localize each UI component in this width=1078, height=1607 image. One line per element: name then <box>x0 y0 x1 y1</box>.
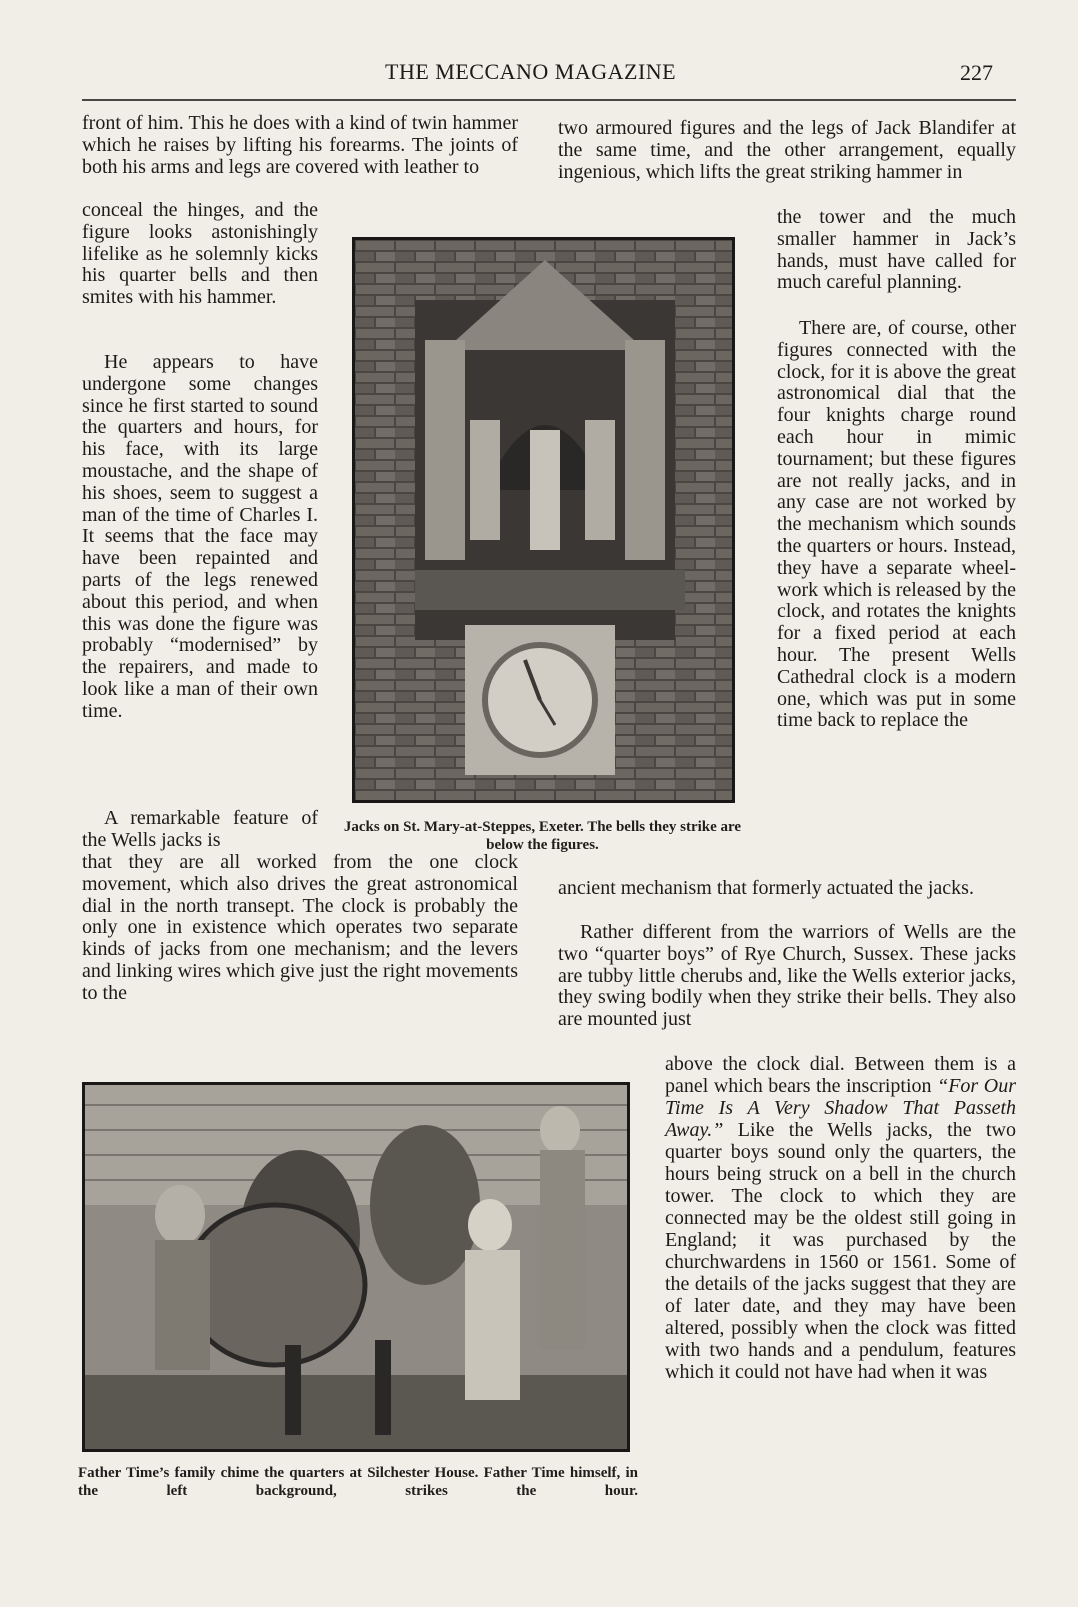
col1-para-3 <box>82 352 318 723</box>
body-text <box>665 1053 1016 1383</box>
photo-silchester-house-jacks <box>82 1082 630 1452</box>
col1-para-1 <box>82 112 518 178</box>
body-text: A remarkable feature of the Wells jacks is <box>82 807 318 851</box>
body-text: conceal the hinges, and the figure looks astonishingly lifelike as he solemnly kicks his quarter bells and then smites with his hammer. <box>82 199 318 309</box>
col2-para-6 <box>665 1053 1016 1383</box>
body-text: There are, of course, other figures connected with the clock, for it is above the great astronomical dial that the four knights charge round each hour in mimic tournament; but these figures are not really jacks, and in any case are not worked by the mechanism which sounds the quarters or hours. Instead, they have a separate wheel-work which is released by the clock, and rotates the knights for a fixed period at each hour. The present Wells Cathedral clock is a modern one, which was put in some time back to replace the <box>777 317 1016 732</box>
col2-para-2 <box>777 207 1016 294</box>
body-text: that they are all worked from the one clock movement, which also drives the great astronomical dial in the north transept. The clock is probably the only one in existence which operates two separate kinds of jacks from one mechanism; and the levers and linking wires which give just the right movements to the <box>82 851 518 1004</box>
clock-tower-illustration <box>355 240 732 800</box>
running-header-title: THE MECCANO MAGAZINE <box>385 59 677 84</box>
col1-para-2 <box>82 200 318 309</box>
col2-para-3 <box>777 318 1016 732</box>
body-text-span: Like the Wells jacks, the two quarter boys sound only the quarters, the hours being struck on a bell in the church tower. The clock to which they are connected may be the oldest still going in England; it was purchased by the churchwardens in 1560 or 1561. Some of the details of the jacks suggest that they are of later date, and they may have been altered, possibly when the clock was fitted with two hands and a pendulum, features which it could not have had when it was <box>665 1119 1016 1383</box>
body-text: ancient mechanism that formerly actuated the jacks. <box>558 877 974 899</box>
body-text: front of him. This he does with a kind of twin hammer which he raises by lifting his forearms. The joints of both his arms and legs are covered with leather to <box>82 112 518 178</box>
photo-st-mary-at-steppes <box>352 237 735 803</box>
col2-para-4 <box>558 878 1016 900</box>
header-rule <box>82 99 1016 101</box>
father-time-family-illustration <box>85 1085 627 1449</box>
inscription-quote: “For Our Time Is A Very Shadow That Passeth Away.” <box>665 1075 1016 1141</box>
body-text: two armoured figures and the legs of Jack Blandifer at the same time, and the other arrangement, equally ingenious, which lifts the great striking hammer in <box>558 117 1016 183</box>
body-text-span: above the clock dial. Between them is a panel which bears the inscription <box>665 1053 1016 1097</box>
col1-para-5 <box>82 852 518 1005</box>
col1-para-4 <box>82 808 318 852</box>
body-text: the tower and the much smaller hammer in Jack’s hands, must have called for much careful planning. <box>777 206 1016 294</box>
body-text: Rather different from the warriors of Wells are the two “quarter boys” of Rye Church, Sussex. These jacks are tubby little cherubs and, like the Wells exterior jacks, they swing bodily when they strike their bells. They also are mounted just <box>558 921 1016 1031</box>
col2-para-5 <box>558 922 1016 1031</box>
body-text: He appears to have undergone some changes since he first started to sound the quarters and hours, for his face, with its large moustache, and the shape of his shoes, seem to suggest a man of the time of Charles I. It seems that the face may have been repainted and parts of the legs renewed about this period, and when this was done the figure was probably “modernised” by the repairers, and made to look like a man of their own time. <box>82 351 318 722</box>
col2-para-1 <box>558 117 1016 183</box>
caption-figure-2: Father Time’s family chime the quarters at Silchester House. Father Time himself, in the left background, strikes the hour. <box>78 1465 638 1499</box>
caption-figure-1: Jacks on St. Mary-at-Steppes, Exeter. The bells they strike are below the figures. <box>343 819 742 853</box>
page-number: 227 <box>960 60 993 85</box>
